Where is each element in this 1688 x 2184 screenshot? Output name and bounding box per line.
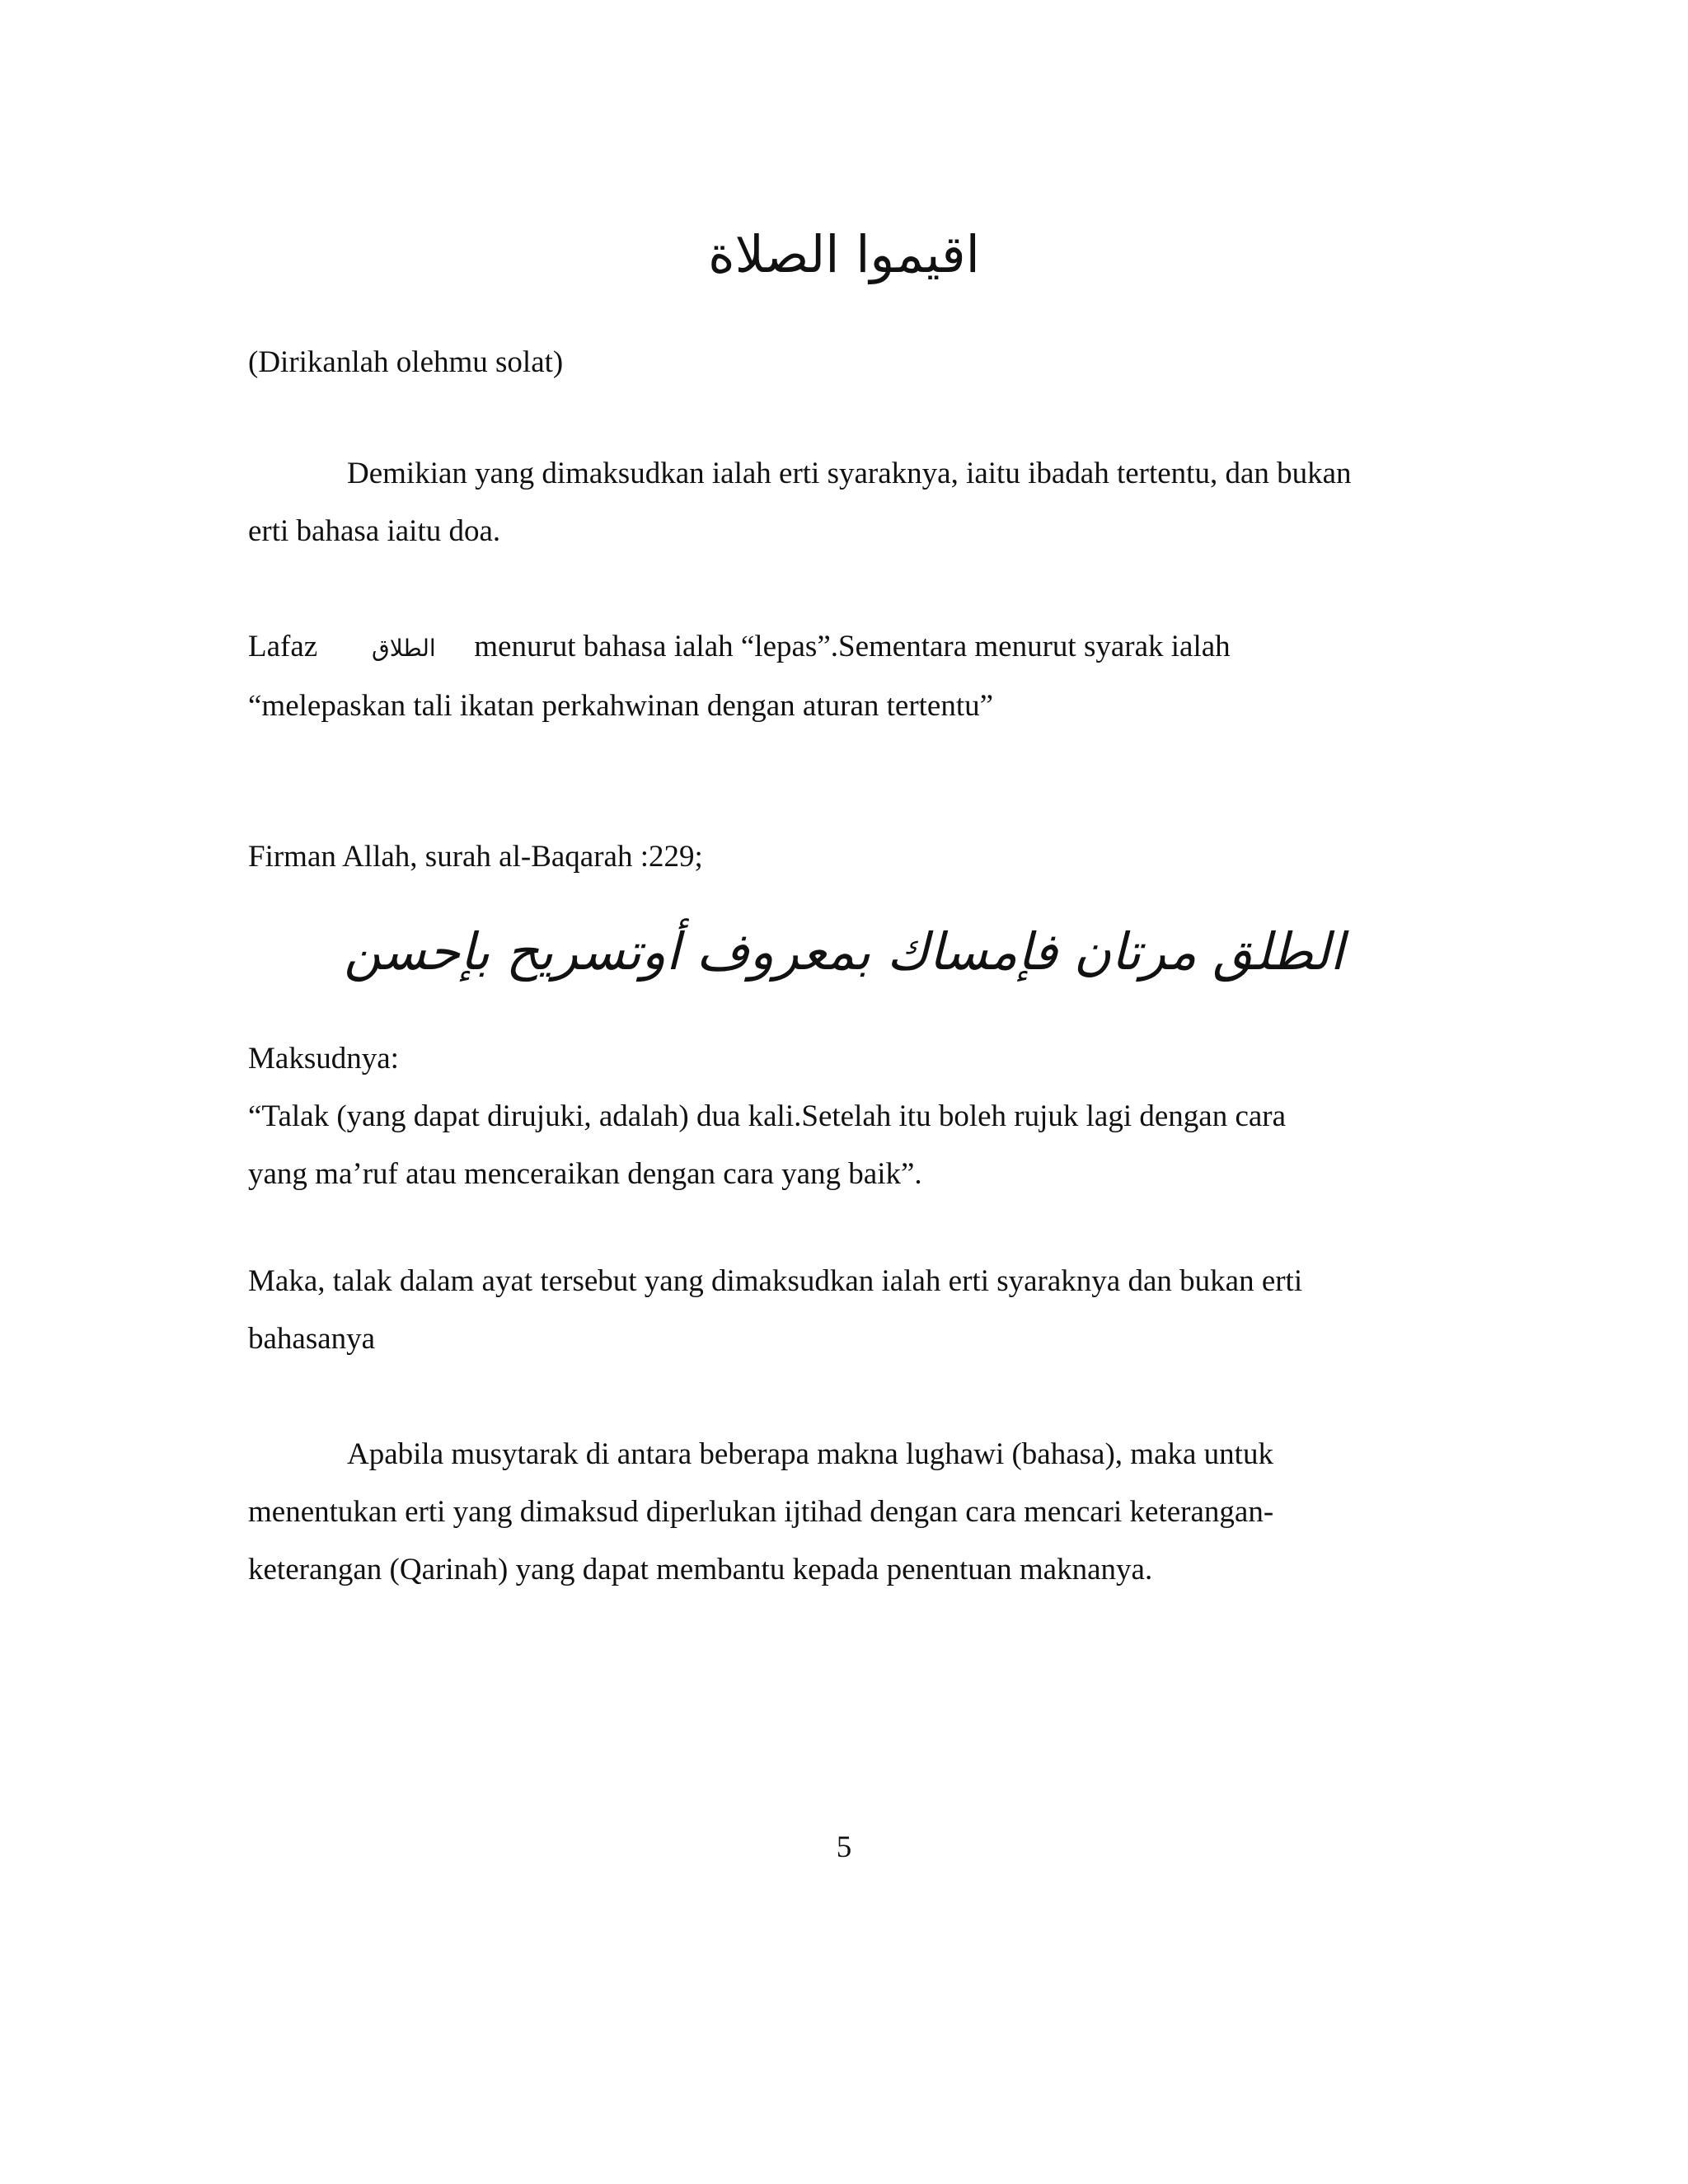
- meaning-label: Maksudnya:: [248, 1042, 399, 1076]
- paragraph-musytarak: [248, 1426, 1451, 1599]
- paragraph-line: Apabila musytarak di antara beberapa makna lughawi (bahasa), maka untuk: [347, 1437, 1273, 1471]
- firman-reference: Firman Allah, surah al-Baqarah :229;: [248, 840, 703, 874]
- paragraph-line: keterangan (Qarinah) yang dapat membantu kepada penentuan maknanya.: [248, 1553, 1153, 1586]
- page-number: 5: [836, 1830, 852, 1864]
- paragraph-line: Maka, talak dalam ayat tersebut yang dimaksudkan ialah erti syaraknya dan bukan erti: [248, 1264, 1303, 1298]
- paragraph-line: Demikian yang dimaksudkan ialah erti syaraknya, iaitu ibadah tertentu, dan bukan: [347, 457, 1352, 490]
- paragraph-line: “melepaskan tali ikatan perkahwinan dengan aturan tertentu”: [248, 689, 994, 723]
- arabic-term-talak: الطلاق: [372, 635, 436, 662]
- heading-translation: (Dirikanlah olehmu solat): [248, 345, 564, 379]
- paragraph-line: bahasanya: [248, 1322, 376, 1356]
- paragraph-line: erti bahasa iaitu doa.: [248, 514, 501, 548]
- paragraph-line: yang ma’ruf atau menceraikan dengan cara yang baik”.: [248, 1157, 922, 1191]
- arabic-heading: اقيموا الصلاة: [708, 224, 980, 284]
- paragraph-conclusion: [248, 1253, 1451, 1368]
- meaning-block: [248, 1030, 1451, 1203]
- paragraph-line: “Talak (yang dapat dirujuki, adalah) dua kali.Setelah itu boleh rujuk lagi dengan cara: [248, 1099, 1287, 1133]
- paragraph-line: menurut bahasa ialah “lepas”.Sementara menurut syarak ialah: [474, 630, 1231, 663]
- paragraph-line: menentukan erti yang dimaksud diperlukan ijtihad dengan cara mencari keterangan-: [248, 1495, 1274, 1529]
- arabic-verse: الطلق مرتان فإمساك بمعروف أوتسريح بإحسن: [344, 921, 1344, 982]
- lafaz-word: Lafaz: [248, 630, 318, 663]
- paragraph-syarak-solat: [248, 445, 1451, 560]
- paragraph-lafaz-talak: [248, 618, 1451, 735]
